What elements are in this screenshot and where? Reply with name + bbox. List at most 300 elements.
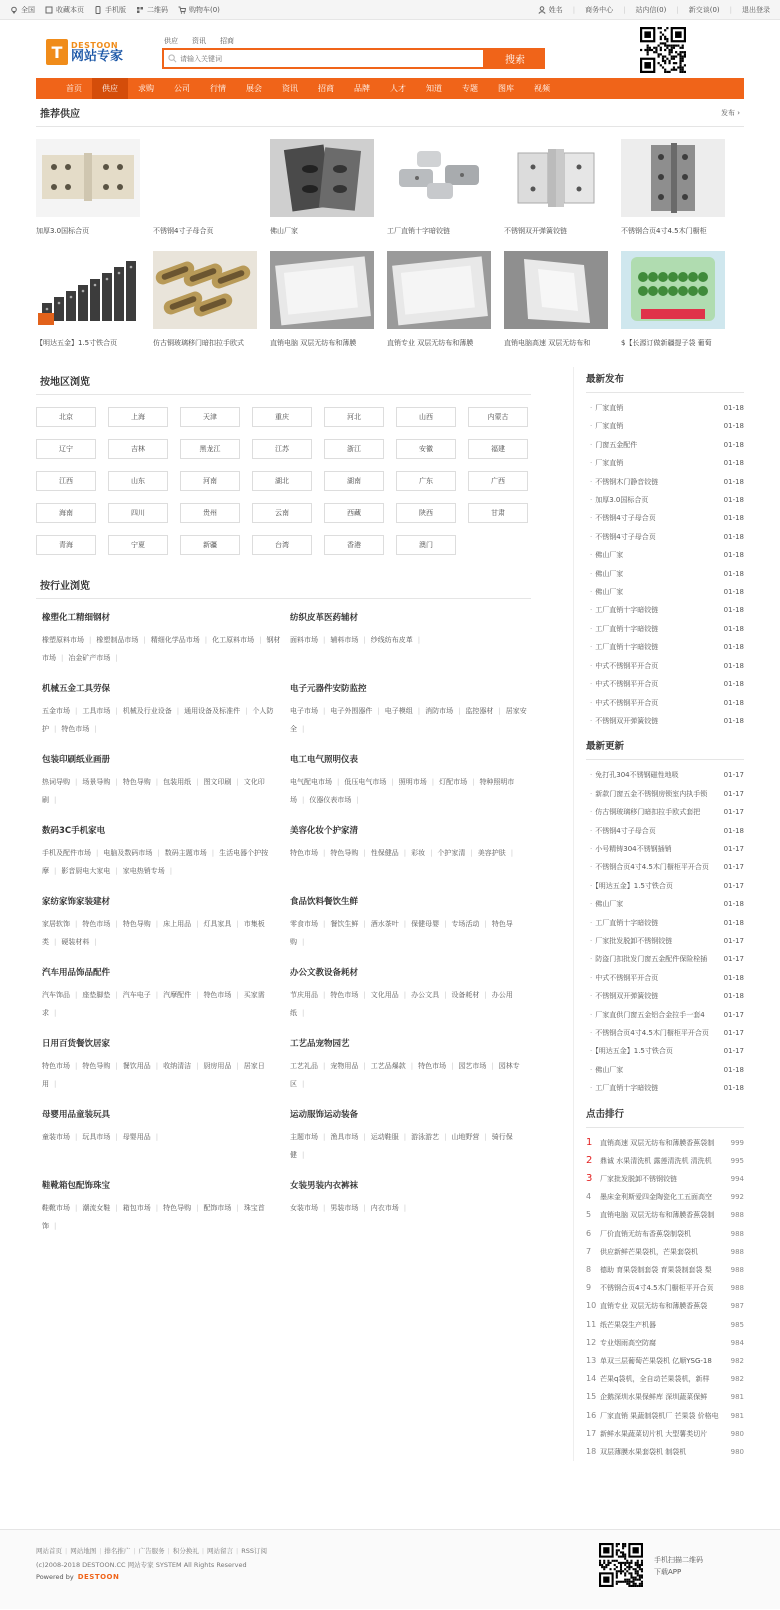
updated-item[interactable] (586, 987, 744, 1005)
nav-item-5[interactable]: 展会 (246, 84, 262, 93)
ranking-item[interactable] (586, 1334, 744, 1352)
nav-item-0[interactable]: 首页 (66, 84, 82, 93)
footer-link[interactable]: RSS订阅 (241, 1547, 267, 1555)
footer-link[interactable]: 网站首页 | (36, 1546, 70, 1555)
industry-link[interactable]: 辅料市场 (330, 636, 359, 644)
ranking-item-title[interactable]: 厂价直销无纺布香蕉袋制袋机 (600, 1229, 691, 1238)
product-card[interactable] (270, 251, 374, 363)
topbar-user-link-4[interactable] (742, 5, 770, 15)
product-image[interactable] (387, 251, 491, 329)
ranking-item-title[interactable]: 单双三层葡萄芒果袋机 亿顺YSG-18 (600, 1357, 712, 1366)
updated-item-title[interactable]: · 不锈钢双开弹簧铰链 (590, 987, 658, 1005)
region-link[interactable]: 河北 (324, 407, 384, 427)
industry-link[interactable]: 特色市场 (330, 991, 359, 999)
latest-item-title[interactable]: · 佛山厂家 (590, 565, 623, 583)
ranking-item[interactable] (586, 1352, 744, 1370)
nav-item-1[interactable]: 供应 (92, 78, 128, 99)
industry-link[interactable]: 男装市场 (330, 1204, 359, 1212)
updated-item[interactable] (586, 822, 744, 840)
industry-link[interactable]: 消防市场 (425, 707, 454, 715)
industry-link[interactable]: 特色导购 (163, 1204, 192, 1212)
updated-item-title[interactable]: · 佛山厂家 (590, 1061, 623, 1079)
product-name[interactable]: 不锈钢双开弹簧铰链 (504, 227, 567, 235)
industry-link[interactable]: 零食市场 (290, 920, 318, 928)
industry-link[interactable]: 电子模组 (384, 707, 413, 715)
industry-link[interactable]: 美容护肤 (477, 849, 506, 857)
latest-item[interactable] (586, 509, 744, 527)
updated-item-title[interactable]: · 厂家批发脱卸不锈钢铰链 (590, 932, 672, 950)
ranking-item[interactable] (586, 1225, 744, 1243)
industry-link[interactable]: 主题市场 (290, 1133, 318, 1141)
industry-group-title[interactable]: 数码3C手机家电 (42, 826, 106, 836)
footer-link[interactable]: 排名推广 | (104, 1546, 138, 1555)
industry-link[interactable]: 彩妆 (411, 849, 426, 857)
topbar-link-1[interactable] (45, 5, 84, 15)
region-link[interactable]: 台湾 (252, 535, 312, 555)
updated-item-title[interactable]: · 工厂直销十字暗铰链 (590, 1079, 658, 1097)
industry-link[interactable]: 机械及行业设备 (122, 707, 172, 715)
product-image[interactable] (504, 251, 608, 329)
region-link[interactable]: 青海 (36, 535, 96, 555)
region-link[interactable]: 陕西 (396, 503, 456, 523)
product-name[interactable]: $【长源订做新疆提子袋 葡萄 (621, 339, 712, 347)
industry-group-title[interactable]: 食品饮料餐饮生鲜 (290, 897, 359, 907)
updated-item[interactable] (586, 932, 744, 950)
latest-item-title[interactable]: · 工厂直销十字暗铰链 (590, 620, 658, 638)
industry-link[interactable]: 园林专区 (290, 1062, 520, 1088)
industry-group-title[interactable]: 美容化妆个护家清 (290, 826, 359, 836)
updated-item-title[interactable]: · 工厂直销十字暗铰链 (590, 914, 658, 932)
ranking-item[interactable] (586, 1152, 744, 1170)
industry-link[interactable]: 内衣市场 (370, 1204, 399, 1212)
ranking-item-title[interactable]: 企鹅深圳水果保鲜库 深圳蔬菜保鲜 (600, 1393, 708, 1402)
industry-link[interactable]: 工艺礼品 (290, 1062, 318, 1070)
region-link[interactable]: 广东 (396, 471, 456, 491)
latest-item-title[interactable]: · 工厂直销十字暗铰链 (590, 638, 658, 656)
industry-link[interactable]: 工具市场 (82, 707, 111, 715)
industry-link[interactable]: 汽摩配件 (163, 991, 192, 999)
industry-link[interactable]: 餐饮生鲜 (330, 920, 359, 928)
industry-link[interactable]: 宠物用品 (330, 1062, 359, 1070)
updated-item[interactable] (586, 766, 744, 784)
region-link[interactable]: 北京 (36, 407, 96, 427)
latest-item-title[interactable]: · 厂家直销 (590, 454, 623, 472)
industry-link[interactable]: 钢材市场 (42, 636, 281, 662)
nav-item-8[interactable]: 品牌 (354, 84, 370, 93)
updated-item[interactable] (586, 914, 744, 932)
product-card[interactable] (387, 251, 491, 363)
topbar-link-2[interactable] (94, 5, 126, 15)
industry-link[interactable]: 汽车饰品 (42, 991, 70, 999)
footer-link[interactable]: 广告服务 | (139, 1546, 173, 1555)
industry-link[interactable]: 文化用品 (370, 991, 399, 999)
ranking-item[interactable] (586, 1425, 744, 1443)
ranking-item-title[interactable]: 不锈钢合页4寸4.5木门橱柜平开合页 (600, 1284, 714, 1293)
industry-link[interactable]: 设备耗材 (451, 991, 480, 999)
latest-item-title[interactable]: · 工厂直销十字暗铰链 (590, 601, 658, 619)
updated-item[interactable] (586, 803, 744, 821)
product-card[interactable] (36, 251, 140, 363)
latest-item-title[interactable]: · 不锈钢木门静音铰链 (590, 473, 658, 491)
industry-link[interactable]: 珠宝首饰 (42, 1204, 265, 1230)
topbar-user-link-0[interactable] (538, 5, 563, 15)
region-link[interactable]: 黑龙江 (180, 439, 240, 459)
industry-group-title[interactable]: 纺织皮革医药辅材 (290, 613, 359, 623)
ranking-item[interactable] (586, 1243, 744, 1261)
industry-link[interactable]: 特色导购 (330, 849, 359, 857)
product-card[interactable] (153, 139, 257, 251)
industry-link[interactable]: 汽车电子 (122, 991, 151, 999)
updated-item-title[interactable]: · 厂家直供门窗五金铝合金拉手一套4 (590, 1006, 705, 1024)
industry-link[interactable]: 仪器仪表市场 (309, 796, 352, 804)
industry-link[interactable]: 个护家清 (437, 849, 466, 857)
industry-link[interactable]: 精细化学品市场 (150, 636, 200, 644)
product-image[interactable] (621, 139, 725, 217)
industry-link[interactable]: 纱线纺布皮革 (370, 636, 413, 644)
industry-group-title[interactable]: 电子元器件安防监控 (290, 684, 367, 694)
industry-link[interactable]: 保健母婴 (411, 920, 440, 928)
industry-link[interactable]: 低压电气市场 (344, 778, 387, 786)
ranking-item[interactable] (586, 1407, 744, 1425)
region-link[interactable]: 澳门 (396, 535, 456, 555)
industry-group-title[interactable]: 日用百货餐饮居家 (42, 1039, 111, 1049)
industry-link[interactable]: 特色市场 (82, 920, 111, 928)
industry-link[interactable]: 电子市场 (290, 707, 318, 715)
product-name[interactable]: 加厚3.0国标合页 (36, 227, 90, 235)
ranking-item[interactable] (586, 1316, 744, 1334)
industry-link[interactable]: 影音厨电大家电 (61, 867, 111, 875)
region-link[interactable]: 浙江 (324, 439, 384, 459)
ranking-item-title[interactable]: 直销专业 双层无纺布和薄膜香蕉袋 (600, 1302, 708, 1311)
industry-link[interactable]: 骑行保健 (290, 1133, 513, 1159)
product-name[interactable]: 佛山厂家 (270, 227, 298, 235)
region-link[interactable]: 江西 (36, 471, 96, 491)
updated-item[interactable] (586, 1006, 744, 1024)
region-link[interactable]: 海南 (36, 503, 96, 523)
nav-item-13[interactable]: 视频 (534, 84, 550, 93)
latest-item[interactable] (586, 417, 744, 435)
industry-link[interactable]: 床上用品 (163, 920, 192, 928)
industry-link[interactable]: 居家安全 (290, 707, 527, 733)
ranking-item-title[interactable]: 厂家直销 果蔬制袋机厂 芒果袋 价格电 (600, 1411, 719, 1420)
industry-link[interactable]: 配饰市场 (203, 1204, 232, 1212)
industry-link[interactable]: 照明市场 (398, 778, 427, 786)
ranking-item-title[interactable]: 供应新鲜芒果袋机，芒果套袋机 (600, 1247, 698, 1256)
topbar-link-3[interactable] (136, 5, 168, 15)
search-tab-2[interactable]: 招商 (220, 37, 234, 45)
latest-item-title[interactable]: · 中式不锈钢平开合页 (590, 675, 658, 693)
product-image[interactable] (270, 251, 374, 329)
updated-item[interactable] (586, 840, 744, 858)
product-card[interactable] (504, 139, 608, 251)
nav-item-10[interactable]: 知道 (426, 84, 442, 93)
industry-group-title[interactable]: 母婴用品童装玩具 (42, 1110, 111, 1120)
updated-item-title[interactable]: · 不锈钢4寸子母合页 (590, 822, 656, 840)
latest-item-title[interactable]: · 不锈钢4寸子母合页 (590, 528, 656, 546)
ranking-item[interactable] (586, 1206, 744, 1224)
topbar-link-0[interactable] (10, 5, 35, 15)
industry-link[interactable]: 图文印刷 (203, 778, 232, 786)
nav-item-6[interactable]: 资讯 (282, 84, 298, 93)
industry-link[interactable]: 特色市场 (61, 725, 90, 733)
updated-item[interactable] (586, 1024, 744, 1042)
region-link[interactable]: 上海 (108, 407, 168, 427)
topbar-user-link-3[interactable] (689, 5, 720, 15)
industry-link[interactable]: 市集板类 (42, 920, 265, 946)
nav-item-4[interactable]: 行情 (210, 84, 226, 93)
region-link[interactable]: 江苏 (252, 439, 312, 459)
latest-item-title[interactable]: · 中式不锈钢平开合页 (590, 657, 658, 675)
product-card[interactable] (621, 139, 725, 251)
updated-item[interactable] (586, 858, 744, 876)
industry-link[interactable]: 包装用纸 (163, 778, 192, 786)
latest-item-title[interactable]: · 佛山厂家 (590, 583, 623, 601)
search-input[interactable] (164, 50, 479, 67)
updated-item-title[interactable]: · 免打孔304不锈钢磁性地吸 (590, 766, 679, 784)
industry-link[interactable]: 文化印刷 (42, 778, 265, 804)
updated-item-title[interactable]: · 【明达五金】1.5寸铁合页 (590, 877, 673, 895)
product-name[interactable]: 直销电脑 双层无纺布和薄膜 (270, 339, 357, 347)
industry-link[interactable]: 买家需求 (42, 991, 265, 1017)
product-name[interactable]: 不锈钢4寸子母合页 (153, 227, 214, 235)
industry-group-title[interactable]: 女装男装内衣裤袜 (290, 1181, 359, 1191)
region-link[interactable]: 内蒙古 (468, 407, 528, 427)
product-name[interactable]: 直销专业 双层无纺布和薄膜 (387, 339, 474, 347)
region-link[interactable]: 西藏 (324, 503, 384, 523)
latest-item[interactable] (586, 546, 744, 564)
industry-link[interactable]: 家居软饰 (42, 920, 70, 928)
updated-item[interactable] (586, 969, 744, 987)
industry-link[interactable]: 餐饮用品 (122, 1062, 151, 1070)
industry-group-title[interactable]: 机械五金工具劳保 (42, 684, 111, 694)
latest-item[interactable] (586, 657, 744, 675)
industry-group-title[interactable]: 工艺品宠物园艺 (290, 1039, 350, 1049)
updated-item-title[interactable]: · 【明达五金】1.5寸铁合页 (590, 1042, 673, 1060)
region-link[interactable]: 天津 (180, 407, 240, 427)
footer-link[interactable]: 网站留言 | (207, 1546, 241, 1555)
industry-link[interactable]: 收纳清洁 (163, 1062, 192, 1070)
industry-link[interactable]: 监控器材 (465, 707, 494, 715)
region-link[interactable]: 辽宁 (36, 439, 96, 459)
industry-link[interactable]: 园艺市场 (458, 1062, 487, 1070)
industry-link[interactable]: 节庆用品 (290, 991, 318, 999)
industry-link[interactable]: 电子外围器件 (330, 707, 373, 715)
ranking-item[interactable] (586, 1388, 744, 1406)
region-link[interactable]: 河南 (180, 471, 240, 491)
region-link[interactable]: 贵州 (180, 503, 240, 523)
industry-link[interactable]: 特色导购 (290, 920, 513, 946)
product-image[interactable] (153, 251, 257, 329)
latest-item[interactable] (586, 712, 744, 730)
updated-item-title[interactable]: · 中式不锈钢平开合页 (590, 969, 658, 987)
industry-group-title[interactable]: 包装印刷纸业画册 (42, 755, 111, 765)
industry-link[interactable]: 母婴用品 (122, 1133, 151, 1141)
latest-item[interactable] (586, 473, 744, 491)
latest-item[interactable] (586, 436, 744, 454)
latest-item[interactable] (586, 583, 744, 601)
ranking-item-title[interactable]: 墨床金利斯爱四金陶瓷化工五面高空 (600, 1193, 712, 1202)
region-link[interactable]: 湖北 (252, 471, 312, 491)
updated-item[interactable] (586, 950, 744, 968)
latest-item[interactable] (586, 454, 744, 472)
industry-group-title[interactable]: 电工电气照明仪表 (290, 755, 359, 765)
product-name[interactable]: 仿古铜玻璃移门暗扣拉手欧式 (153, 339, 244, 347)
ranking-item[interactable] (586, 1170, 744, 1188)
industry-link[interactable]: 特色导购 (122, 778, 151, 786)
industry-link[interactable]: 灯配市场 (439, 778, 468, 786)
industry-link[interactable]: 厨房用品 (203, 1062, 232, 1070)
product-card[interactable] (387, 139, 491, 251)
product-name[interactable]: 直销电脑高速 双层无纺布和 (504, 339, 591, 347)
industry-link[interactable]: 电气配电市场 (290, 778, 332, 786)
industry-link[interactable]: 座垫脚垫 (82, 991, 111, 999)
updated-item[interactable] (586, 877, 744, 895)
search-tab-0[interactable]: 供应 (164, 37, 178, 45)
product-image[interactable] (36, 251, 140, 329)
product-image[interactable] (387, 139, 491, 217)
footer-link[interactable]: 积分换礼 | (173, 1546, 207, 1555)
industry-link[interactable]: 特色市场 (203, 991, 232, 999)
featured-more-link[interactable]: 发布 › (720, 108, 740, 117)
updated-item-title[interactable]: · 佛山厂家 (590, 895, 623, 913)
topbar-user-link-1[interactable] (585, 5, 613, 15)
industry-link[interactable]: 特种照明市场 (290, 778, 515, 804)
region-link[interactable]: 新疆 (180, 535, 240, 555)
ranking-item[interactable] (586, 1134, 744, 1152)
industry-link[interactable]: 家电热销专场 (122, 867, 165, 875)
industry-link[interactable]: 童装市场 (42, 1133, 70, 1141)
industry-link[interactable]: 化工原料市场 (212, 636, 255, 644)
latest-item[interactable] (586, 638, 744, 656)
industry-link[interactable]: 专场活动 (451, 920, 480, 928)
region-link[interactable]: 宁夏 (108, 535, 168, 555)
industry-link[interactable]: 数码主题市场 (164, 849, 207, 857)
latest-item[interactable] (586, 620, 744, 638)
ranking-item-title[interactable]: 纸芒果袋生产机器 (600, 1320, 656, 1329)
product-card[interactable] (153, 251, 257, 363)
updated-item[interactable] (586, 1061, 744, 1079)
updated-item[interactable] (586, 785, 744, 803)
industry-link[interactable]: 生活电器个护按摩 (42, 849, 269, 875)
industry-link[interactable]: 通用设备及标准件 (184, 707, 241, 715)
industry-link[interactable]: 箱包市场 (122, 1204, 151, 1212)
region-link[interactable]: 香港 (324, 535, 384, 555)
industry-link[interactable]: 热词导购 (42, 778, 70, 786)
ranking-item[interactable] (586, 1443, 744, 1461)
product-image[interactable] (621, 251, 725, 329)
latest-item-title[interactable]: · 厂家直销 (590, 417, 623, 435)
ranking-item-title[interactable]: 专业烟雨高空防腐 (600, 1338, 656, 1347)
product-image[interactable] (153, 139, 257, 217)
product-card[interactable] (504, 251, 608, 363)
industry-link[interactable]: 特色导购 (82, 1062, 111, 1070)
industry-link[interactable]: 性保健品 (370, 849, 399, 857)
latest-item[interactable] (586, 601, 744, 619)
updated-item-title[interactable]: · 小号精铸304不锈钢插销 (590, 840, 672, 858)
latest-item[interactable] (586, 399, 744, 417)
footer-link[interactable]: 网站地图 | (70, 1546, 104, 1555)
region-link[interactable]: 甘肃 (468, 503, 528, 523)
product-card[interactable] (270, 139, 374, 251)
ranking-item[interactable] (586, 1261, 744, 1279)
product-name[interactable]: 不锈钢合页4寸4.5木门橱柜 (621, 227, 707, 235)
region-link[interactable]: 湖南 (324, 471, 384, 491)
updated-item[interactable] (586, 1042, 744, 1060)
latest-item[interactable] (586, 675, 744, 693)
industry-link[interactable]: 潮流女鞋 (82, 1204, 111, 1212)
industry-group-title[interactable]: 汽车用品饰品配件 (42, 968, 111, 978)
product-card[interactable] (36, 139, 140, 251)
region-link[interactable]: 云南 (252, 503, 312, 523)
topbar-link-4[interactable] (178, 5, 220, 15)
updated-item-title[interactable]: · 防盗门扣批发门窗五金配件保险栓插 (590, 950, 707, 968)
ranking-item[interactable] (586, 1188, 744, 1206)
nav-item-12[interactable]: 图库 (498, 84, 514, 93)
industry-group-title[interactable]: 鞋靴箱包配饰珠宝 (42, 1181, 111, 1191)
industry-link[interactable]: 办公文具 (411, 991, 440, 999)
ranking-item-title[interactable]: 德助 育果袋制套袋 育果袋制套袋 梨 (600, 1266, 712, 1275)
industry-group-title[interactable]: 运动服饰运动装备 (290, 1110, 359, 1120)
industry-link[interactable]: 橡塑原料市场 (42, 636, 84, 644)
latest-item-title[interactable]: · 不锈钢4寸子母合页 (590, 509, 656, 527)
industry-link[interactable]: 居家日用 (42, 1062, 265, 1088)
latest-item-title[interactable]: · 厂家直销 (590, 399, 623, 417)
nav-item-11[interactable]: 专题 (462, 84, 478, 93)
industry-link[interactable]: 电脑及数码市场 (103, 849, 153, 857)
region-link[interactable]: 广西 (468, 471, 528, 491)
industry-link[interactable]: 游泳游艺 (411, 1133, 440, 1141)
latest-item-title[interactable]: · 佛山厂家 (590, 546, 623, 564)
industry-link[interactable]: 特色市场 (42, 1062, 70, 1070)
ranking-item[interactable] (586, 1279, 744, 1297)
product-image[interactable] (504, 139, 608, 217)
product-name[interactable]: 工厂直销十字暗铰链 (387, 227, 450, 235)
latest-item[interactable] (586, 528, 744, 546)
latest-item-title[interactable]: · 门窗五金配件 (590, 436, 637, 454)
search-button[interactable]: 搜索 (485, 48, 545, 69)
latest-item-title[interactable]: · 不锈钢双开弹簧铰链 (590, 712, 658, 730)
ranking-item-title[interactable]: 厂家批发脱卸不锈钢铰链 (600, 1175, 677, 1184)
industry-link[interactable]: 面料市场 (290, 636, 318, 644)
ranking-item[interactable] (586, 1297, 744, 1315)
updated-item[interactable] (586, 1079, 744, 1097)
nav-item-3[interactable]: 公司 (174, 84, 190, 93)
product-card[interactable] (621, 251, 725, 363)
product-image[interactable] (270, 139, 374, 217)
updated-item-title[interactable]: · 不锈钢合页4寸4.5木门橱柜平开合页 (590, 858, 709, 876)
region-link[interactable]: 重庆 (252, 407, 312, 427)
ranking-item-title[interactable]: 芒果q袋机，全自动芒果袋机，新样 (600, 1375, 710, 1384)
industry-link[interactable]: 个人防护 (42, 707, 274, 733)
industry-link[interactable]: 特色市场 (418, 1062, 447, 1070)
industry-link[interactable]: 酒水茶叶 (370, 920, 399, 928)
industry-link[interactable]: 玩具市场 (82, 1133, 111, 1141)
nav-item-2[interactable]: 求购 (138, 84, 154, 93)
latest-item-title[interactable]: · 加厚3.0国标合页 (590, 491, 648, 509)
industry-group-title[interactable]: 家纺家饰家装建材 (42, 897, 111, 907)
industry-link[interactable]: 橡塑制品市场 (96, 636, 139, 644)
latest-item[interactable] (586, 565, 744, 583)
updated-item-title[interactable]: · 新款门窗五金不锈钢房锁室内执手锁 (590, 785, 707, 803)
region-link[interactable]: 山西 (396, 407, 456, 427)
industry-link[interactable]: 渔具市场 (330, 1133, 359, 1141)
search-tab-1[interactable]: 资讯 (192, 37, 206, 45)
ranking-item-title[interactable]: 鼎诚 水果清洗机 露莲清洗机 清洗机 (600, 1156, 712, 1165)
ranking-item[interactable] (586, 1370, 744, 1388)
industry-link[interactable]: 特色导购 (122, 920, 151, 928)
region-link[interactable]: 吉林 (108, 439, 168, 459)
industry-link[interactable]: 硬装材料 (61, 938, 90, 946)
